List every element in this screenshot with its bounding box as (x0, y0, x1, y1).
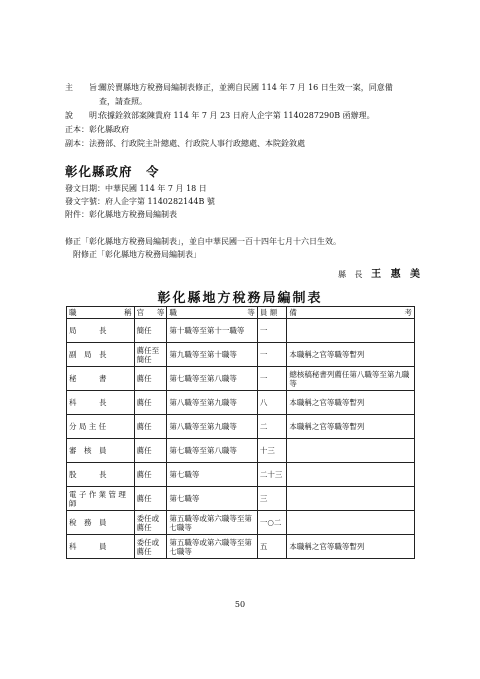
issue-date: 發文日期：中華民國 114 年 7 月 18 日 (65, 184, 207, 193)
table-row (67, 463, 415, 487)
table-row (67, 319, 415, 343)
cc-line (65, 138, 305, 149)
table-body (67, 319, 415, 559)
header-position: 職 稱 (67, 307, 135, 319)
signer-name: 王 惠 美 (371, 269, 424, 280)
row-rank: 委任或薦任 (134, 535, 167, 559)
row-remarks (287, 511, 415, 535)
row-position: 稅 務 員 (67, 511, 135, 535)
row-rank: 薦任 (134, 463, 167, 487)
row-position: 科 員 (67, 535, 135, 559)
row-rank: 薦任 (134, 367, 167, 391)
row-grade: 第八職等至第九職等 (167, 415, 258, 439)
row-rank: 薦任 (134, 415, 167, 439)
subject-label: 主 旨： (65, 83, 105, 92)
row-position: 局 長 (67, 319, 135, 343)
table-row (67, 535, 415, 559)
row-count: 五 (257, 535, 286, 559)
row-remarks: 總核稿秘書列薦任第八職等至第九職等 (287, 367, 415, 391)
subject-line-1 (65, 82, 393, 93)
table-row (67, 439, 415, 463)
table-row (67, 367, 415, 391)
row-rank: 委任或薦任 (134, 511, 167, 535)
header-grade: 職 等 (167, 307, 258, 319)
row-count: 一 (257, 343, 286, 367)
row-count: 二十三 (257, 463, 286, 487)
row-count: 一○二 (257, 511, 286, 535)
row-position: 副 局 長 (67, 343, 135, 367)
row-grade: 第七職等 (167, 487, 258, 511)
explanation-text: 依據銓敘部案陳貴府 114 年 7 月 23 日府人企字第 1140287290B 函辦理。 (99, 111, 375, 120)
row-rank: 簡任 (134, 319, 167, 343)
row-position: 股 長 (67, 463, 135, 487)
row-grade: 第七職等 (167, 463, 258, 487)
signer-role: 縣 長 (338, 270, 366, 279)
subject-line-2: 查，請查照。 (99, 97, 147, 106)
row-position: 電 子 作 業 管 理 師 (67, 487, 135, 511)
table-row (67, 343, 415, 367)
amendment-line-2: 附修正「彰化縣地方稅務局編制表」 (73, 250, 201, 259)
row-remarks: 本職稱之官等職等暫列 (287, 391, 415, 415)
government-order-title: 彰化縣政府 令 (65, 164, 160, 179)
row-grade: 第七職等至第八職等 (167, 367, 258, 391)
row-count: 三 (257, 487, 286, 511)
cc-label: 副本： (65, 139, 89, 148)
row-remarks (287, 487, 415, 511)
table-row (67, 487, 415, 511)
row-remarks (287, 319, 415, 343)
row-remarks (287, 439, 415, 463)
row-rank: 薦任 (134, 439, 167, 463)
row-rank: 薦任 (134, 487, 167, 511)
row-position: 分 局 主 任 (67, 415, 135, 439)
table-title: 彰化縣地方稅務局編制表 (157, 291, 323, 306)
row-count: 一 (257, 367, 286, 391)
header-count: 員 額 (257, 307, 286, 319)
row-grade: 第八職等至第九職等 (167, 391, 258, 415)
row-grade: 第九職等至第十職等 (167, 343, 258, 367)
row-grade: 第十職等至第十一職等 (167, 319, 258, 343)
row-remarks (287, 463, 415, 487)
copy-text: 彰化縣政府 (89, 125, 129, 134)
explanation-line (65, 110, 375, 121)
subject-text-1: 關於賣縣地方稅務局編制表修正，並溯自民國 114 年 7 月 16 日生效一案，同意備 (99, 83, 393, 92)
explanation-label: 說 明： (65, 111, 105, 120)
amendment-line-1: 修正「彰化縣地方稅務局編制表」，並自中華民國一百十四年七月十六日生效。 (65, 237, 341, 246)
row-grade: 第五職等或第六職等至第七職等 (167, 511, 258, 535)
table-row (67, 391, 415, 415)
issue-attachment: 附件：彰化縣地方稅務局編制表 (65, 210, 177, 219)
row-grade: 第五職等或第六職等至第七職等 (167, 535, 258, 559)
row-remarks: 本職稱之官等職等暫列 (287, 415, 415, 439)
issue-number: 發文字號：府人企字第 1140282144B 號 (65, 197, 215, 206)
row-grade: 第七職等至第八職等 (167, 439, 258, 463)
copy-line (65, 124, 129, 135)
signer-block (338, 265, 423, 280)
header-rank: 官 等 (134, 307, 167, 319)
copy-label: 正本： (65, 125, 89, 134)
row-position: 科 長 (67, 391, 135, 415)
row-remarks: 本職稱之官等職等暫列 (287, 535, 415, 559)
row-position: 秘 書 (67, 367, 135, 391)
table-row (67, 511, 415, 535)
staffing-table (66, 306, 415, 559)
row-rank: 薦任至簡任 (134, 343, 167, 367)
row-count: 十三 (257, 439, 286, 463)
cc-text: 法務部、行政院主計總處、行政院人事行政總處、本院銓敘處 (89, 139, 305, 148)
row-remarks: 本職稱之官等職等暫列 (287, 343, 415, 367)
table-header-row (67, 307, 415, 319)
header-remarks: 備 考 (287, 307, 415, 319)
page-number: 50 (234, 600, 246, 609)
row-count: 八 (257, 391, 286, 415)
table-row (67, 415, 415, 439)
row-count: 二 (257, 415, 286, 439)
row-count: 一 (257, 319, 286, 343)
row-rank: 薦任 (134, 391, 167, 415)
row-position: 審 核 員 (67, 439, 135, 463)
